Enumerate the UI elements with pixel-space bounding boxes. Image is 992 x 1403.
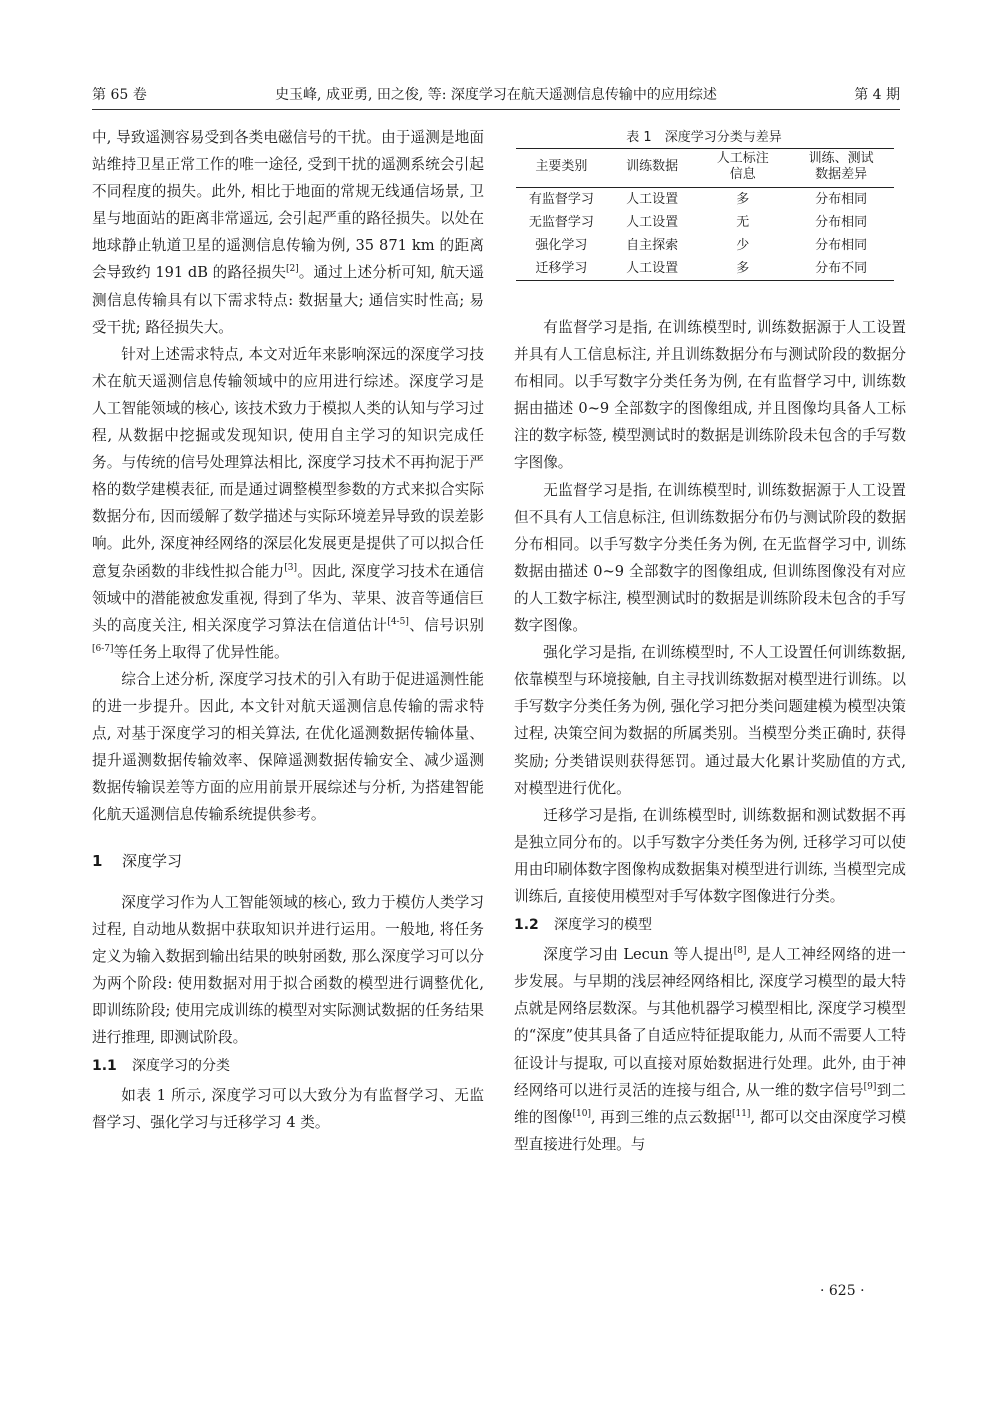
table-cell: 人工设置 bbox=[626, 214, 679, 230]
section-heading: 1 深度学习 bbox=[92, 852, 183, 871]
classification-table bbox=[516, 148, 894, 281]
paragraph: 强化学习是指, 在训练模型时, 不人工设置任何训练数据, 依靠模型与环境接触, 自主寻找训练数据对模型进行训练。以手写数字分类任务为例, 强化学习把分类问题建模为模型决策过程, 决策空间为数据的所属类别。当模型分类正确时, 获得奖励; 分类错误则获得惩罚。通过最大化累计奖励值的方式, 对模型进行优化。 bbox=[514, 644, 906, 797]
table-row bbox=[516, 234, 894, 257]
paragraph: 如表 1 所示, 深度学习可以大致分为有监督学习、无监督学习、强化学习与迁移学习 4 类。 bbox=[92, 1087, 484, 1132]
table-cell: 强化学习 bbox=[535, 237, 588, 253]
table-cell: 分布相同 bbox=[815, 191, 868, 207]
table-header-row bbox=[516, 149, 894, 188]
table-row bbox=[516, 257, 894, 281]
citation[interactable]: [3] bbox=[284, 562, 298, 573]
table-cell: 无 bbox=[736, 214, 750, 230]
citation[interactable]: [4-5] bbox=[387, 616, 409, 627]
table-cell: 少 bbox=[736, 237, 750, 253]
issue-label: 第 4 期 bbox=[854, 87, 900, 103]
table-header-cell: 主要类别 bbox=[516, 149, 607, 188]
table-cell: 迁移学习 bbox=[516, 257, 607, 281]
table-cell: 人工设置 bbox=[626, 191, 679, 207]
left-column bbox=[92, 124, 484, 1136]
paragraph: 深度学习由 Lecun 等人提出[8], 是人工神经网络的进一步发展。与早期的浅层神经网络相比, 深度学习模型的最大特点就是网络层数深。与其他机器学习模型相比, 深度学习模型的“深度”使其具备了自适应特征提取能力, 从而不需要人工特征设计与提取, 可以直接对原始数据进行处理。此外, 由于神经网络可以进行灵活的连接与组合, 从一维的数字信号[9]到二维的图像[10], 再到三维的点云数据[11], 都可以交由深度学习模型直接进行处理。与 bbox=[514, 946, 907, 1153]
table-cell: 分布不同 bbox=[788, 257, 894, 281]
paragraph: 综合上述分析, 深度学习技术的引入有助于促进遥测性能的进一步提升。因此, 本文针对航天遥测信息传输的需求特点, 对基于深度学习的相关算法, 在优化遥测数据传输体量、提升遥测数据传输效率、保障遥测数据传输安全、减少遥测数据传输误差等方面的应用前景开展综述与分析, 为搭建智能化航天遥测信息传输系统提供参考。 bbox=[92, 670, 484, 824]
table-cell: 多 bbox=[697, 257, 788, 281]
right-column bbox=[514, 314, 906, 1158]
citation[interactable]: [6-7] bbox=[92, 643, 114, 654]
table-cell: 多 bbox=[736, 191, 750, 207]
table-caption: 表 1 深度学习分类与差异 bbox=[626, 130, 782, 145]
table-row bbox=[516, 188, 894, 212]
table-header-cell: 训练、测试 数据差异 bbox=[788, 149, 894, 188]
paragraph: 针对上述需求特点, 本文对近年来影响深远的深度学习技术在航天遥测信息传输领域中的应用进行综述。深度学习是人工智能领域的核心, 该技术致力于模拟人类的认知与学习过程, 从数据中挖掘或发现知识, 使用自主学习的知识完成任务。与传统的信号处理算法相比, 深度学习技术不再拘泥于严格的数学建模表征, 而是通过调整模型参数的方式来拟合实际数据分布, 因而缓解了数学描述与实际环境差异导致的误差影响。此外, 深度神经网络的深层化发展更是提供了可以拟合任意复杂函数的非线性拟合能力[3]。因此, 深度学习技术在通信领域中的潜能被愈发重视, 得到了华为、苹果、波音等通信巨头的高度关注, 相关深度学习算法在信道估计[4-5]、信号识别[6-7]等任务上取得了优异性能。 bbox=[92, 345, 484, 661]
paragraph: 迁移学习是指, 在训练模型时, 训练数据和测试数据不再是独立同分布的。以手写数字分类任务为例, 迁移学习可以使用由印刷体数字图像构成数据集对模型进行训练, 当模型完成训练后, 直接使用模型对手写体数字图像进行分类。 bbox=[514, 806, 906, 905]
table-cell: 分布相同 bbox=[815, 237, 868, 253]
citation[interactable]: [8] bbox=[733, 946, 747, 957]
citation[interactable]: [11] bbox=[731, 1108, 751, 1119]
citation[interactable]: [9] bbox=[863, 1081, 877, 1092]
subsection-heading: 1.1 深度学习的分类 bbox=[92, 1058, 230, 1075]
paragraph: 深度学习作为人工智能领域的核心, 致力于模仿人类学习过程, 自动地从数据中获取知识并进行运用。一般地, 将任务定义为输入数据到输出结果的映射函数, 那么深度学习可以分为两个阶段: 使用数据对用于拟合函数的模型进行调整优化, 即训练阶段; 使用完成训练的模型对实际测试数据的任务结果进行推理, 即测试阶段。 bbox=[92, 893, 484, 1046]
paragraph: 无监督学习是指, 在训练模型时, 训练数据源于人工设置但不具有人工信息标注, 但训练数据分布仍与测试阶段的数据分布相同。以手写数字分类任务为例, 在无监督学习中, 训练数据由描述 0~9 全部数字的图像组成, 但训练图像没有对应的人工数字标注, 模型测试时的数据是训练阶段未包含的手写数字图像。 bbox=[514, 481, 906, 635]
table-cell: 无监督学习 bbox=[528, 214, 594, 230]
table-cell: 自主探索 bbox=[626, 237, 679, 253]
running-header bbox=[92, 84, 900, 106]
table-cell: 人工设置 bbox=[607, 257, 698, 281]
header-title: 史玉峰, 成亚勇, 田之俊, 等: 深度学习在航天遥测信息传输中的应用综述 bbox=[275, 87, 717, 103]
table-row bbox=[516, 211, 894, 234]
volume-label: 第 65 卷 bbox=[92, 87, 147, 103]
table-cell: 有监督学习 bbox=[528, 191, 594, 207]
subsection-heading: 1.2 深度学习的模型 bbox=[514, 917, 652, 934]
table-header-cell: 训练数据 bbox=[607, 149, 698, 188]
paragraph: 有监督学习是指, 在训练模型时, 训练数据源于人工设置并具有人工信息标注, 并且训练数据分布与测试阶段的数据分布相同。以手写数字分类任务为例, 在有监督学习中, 训练数据由描述 0~9 全部数字的图像组成, 并且图像均具备人工标注的数字标签, 模型测试时的数据是训练阶段未包含的手写数字图像。 bbox=[514, 319, 906, 472]
table-header-cell: 人工标注 信息 bbox=[697, 149, 788, 188]
table-cell: 分布相同 bbox=[815, 214, 868, 230]
paragraph: 中, 导致遥测容易受到各类电磁信号的干扰。由于遥测是地面站维持卫星正常工作的唯一途径, 受到干扰的遥测系统会引起不同程度的损失。此外, 相比于地面的常规无线通信场景, 卫星与地面站的距离非常遥远, 会引起严重的路径损失。以处在地球静止轨道卫星的遥测信息传输为例, 35 871 km 的距离会导致约 191 dB 的路径损失[2]。通过上述分析可知, 航天遥测信息传输具有以下需求特点: 数据量大; 通信实时性高; 易受干扰; 路径损失大。 bbox=[92, 129, 484, 336]
citation[interactable]: [10] bbox=[572, 1108, 591, 1119]
page-number: · 625 · bbox=[820, 1283, 865, 1299]
header-rule bbox=[92, 109, 900, 110]
citation[interactable]: [2] bbox=[285, 264, 299, 275]
